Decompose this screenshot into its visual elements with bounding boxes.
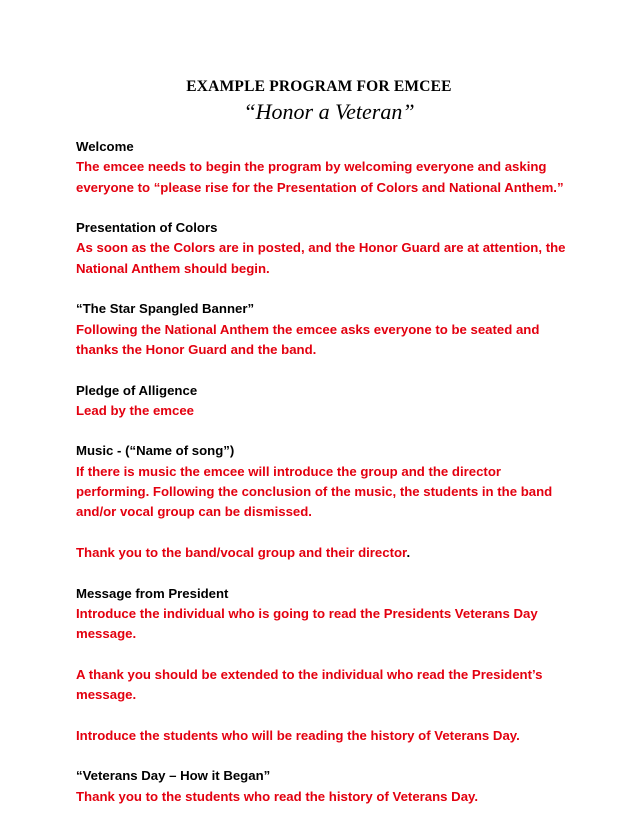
section-instruction: The emcee needs to begin the program by welcoming everyone and asking everyone to “please rise for the Presentation of Colors and National Anthem.” [76, 159, 564, 195]
section-thank-president-reader [76, 665, 576, 706]
section-veterans-day-history [76, 766, 576, 807]
section-heading: “Veterans Day – How it Began” [76, 768, 271, 784]
section-instruction: A thank you should be extended to the individual who read the President’s message. [76, 666, 543, 703]
section-thank-band [76, 543, 576, 563]
section-presentation-of-colors [76, 218, 576, 279]
section-heading: Message from President [76, 585, 229, 601]
section-national-anthem [76, 299, 576, 360]
section-instruction: Introduce the individual who is going to read the Presidents Veterans Day message. [76, 605, 538, 642]
section-heading: Presentation of Colors [76, 220, 218, 236]
page-subtitle: “Honor a Veteran” [243, 99, 415, 124]
section-instruction: If there is music the emcee will introduce the group and the director performing. Following the conclusion of the music, the students in the band and/or vocal group can be dismissed. [76, 463, 553, 520]
section-instruction: As soon as the Colors are in posted, and the Honor Guard are at attention, the National Anthem should begin. [76, 240, 566, 276]
section-pledge [76, 381, 576, 422]
program-body [76, 137, 576, 827]
page-title: EXAMPLE PROGRAM FOR EMCEE [186, 78, 452, 95]
section-instruction: Thank you to the students who read the history of Veterans Day. [76, 788, 479, 804]
section-heading: Welcome [76, 139, 134, 154]
section-instruction: Introduce the students who will be reading the history of Veterans Day. [76, 727, 520, 743]
section-welcome [76, 137, 576, 198]
section-heading: Pledge of Alligence [76, 382, 198, 398]
thank-band-text: Thank you to the band/vocal group and their director [76, 544, 407, 560]
section-instruction: Following the National Anthem the emcee asks everyone to be seated and thanks the Honor Guard and the band. [76, 321, 540, 357]
section-heading: “The Star Spangled Banner” [76, 301, 255, 317]
section-music [76, 441, 576, 522]
section-heading: Music - (“Name of song”) [76, 443, 235, 459]
section-history-intro [76, 726, 576, 746]
section-message-from-president [76, 584, 576, 645]
section-instruction [76, 543, 576, 563]
section-instruction: Lead by the emcee [76, 402, 195, 418]
thank-band-period: . [406, 544, 411, 560]
